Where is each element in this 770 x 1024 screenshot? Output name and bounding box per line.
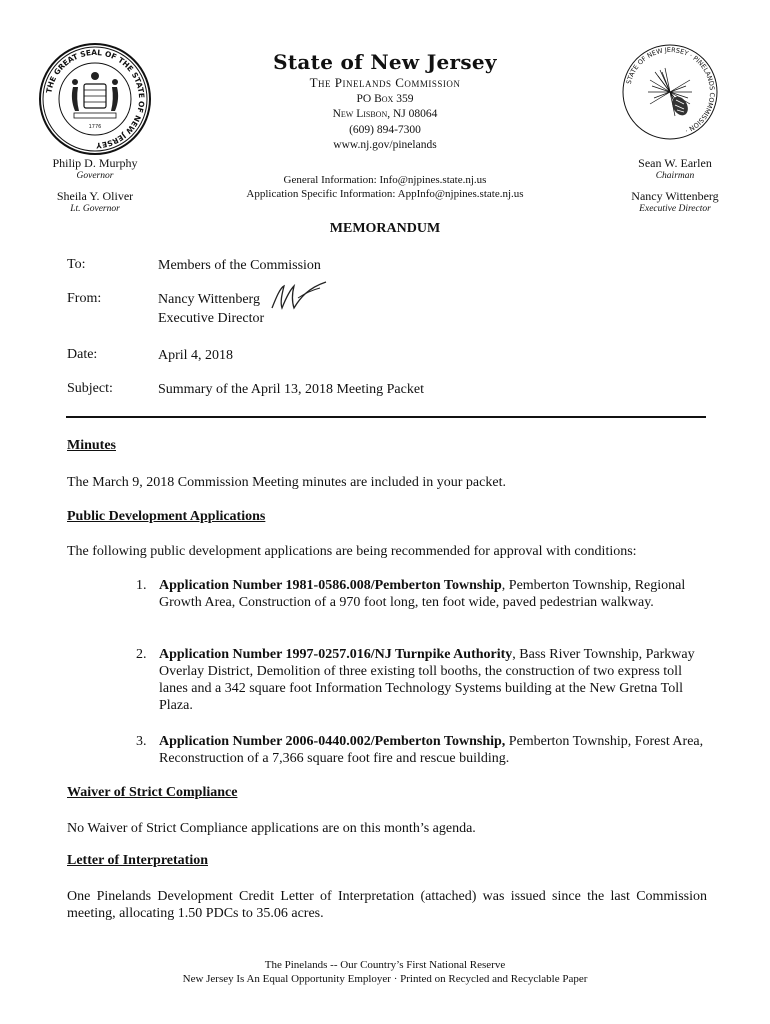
executive-director-block <box>610 190 740 216</box>
application-number: Application Number 2006-0440.002/Pemberton Township, <box>159 734 506 749</box>
lt-governor-name: Sheila Y. Oliver <box>56 189 134 203</box>
loi-heading: Letter of Interpretation <box>67 853 208 868</box>
application-info-email[interactable]: Application Specific Information: AppInfo@njpines.state.nj.us <box>246 188 524 200</box>
waiver-heading: Waiver of Strict Compliance <box>67 785 238 800</box>
svg-text:1776: 1776 <box>88 124 102 130</box>
general-info-email[interactable]: General Information: Info@njpines.state.nj.us <box>283 174 487 186</box>
lt-governor-title: Lt. Governor <box>70 204 120 214</box>
minutes-heading: Minutes <box>67 438 116 453</box>
signature-initials <box>268 280 332 316</box>
list-item-body <box>159 577 704 611</box>
from-title: Executive Director <box>158 311 265 326</box>
waiver-text: No Waiver of Strict Compliance applications are on this month’s agenda. <box>67 821 476 836</box>
list-item-number: 3. <box>136 734 147 749</box>
list-item-body <box>159 646 704 714</box>
from-label: From: <box>67 291 102 306</box>
chairman-title: Chairman <box>655 171 695 181</box>
to-value: Members of the Commission <box>158 258 321 273</box>
application-description: , Pemberton Township, Regional Growth Area, Construction of a 970 foot long, ten foot wide, paved pedestrian walkway. <box>159 578 686 610</box>
from-name: Nancy Wittenberg <box>158 292 260 307</box>
memo-title: MEMORANDUM <box>329 221 441 236</box>
governor-block <box>40 157 150 183</box>
public-dev-heading: Public Development Applications <box>67 509 266 524</box>
phone-number: (609) 894-7300 <box>349 124 421 136</box>
minutes-text: The March 9, 2018 Commission Meeting minutes are included in your packet. <box>67 475 506 490</box>
application-description: , Bass River Township, Parkway Overlay District, Demolition of three existing toll booths, the construction of two express toll lanes and a 342 square foot Information Technology Systems building at the New Gretna Toll Plaza. <box>159 647 695 713</box>
application-number: Application Number 1997-0257.016/NJ Turnpike Authority <box>159 647 513 662</box>
date-value: April 4, 2018 <box>158 348 234 363</box>
agency-name: The Pinelands Commission <box>309 75 461 90</box>
to-label: To: <box>67 257 86 272</box>
website-link[interactable]: www.nj.gov/pinelands <box>333 139 437 151</box>
city-address: New Lisbon, NJ 08064 <box>332 108 438 120</box>
date-label: Date: <box>67 347 98 362</box>
list-item-number: 1. <box>136 578 147 593</box>
subject-label: Subject: <box>67 381 113 396</box>
application-description: Pemberton Township, Forest Area, Reconstruction of a 7,366 square foot fire and rescue building. <box>159 734 704 766</box>
chairman-block <box>610 157 740 183</box>
loi-text: One Pinelands Development Credit Letter of Interpretation (attached) was issued since the last Commission meeting, allocating 1.50 PDCs to 35.06 acres. <box>67 889 707 921</box>
footer-employer-note: New Jersey Is An Equal Opportunity Employer · Printed on Recycled and Recyclable Paper <box>182 973 588 985</box>
list-item-body <box>159 733 704 767</box>
governor-title: Governor <box>76 171 114 181</box>
footer-motto: The Pinelands -- Our Country’s First National Reserve <box>264 959 506 971</box>
chairman-name: Sean W. Earlen <box>638 156 712 170</box>
executive-director-title: Executive Director <box>639 204 711 214</box>
svg-text:STATE OF NEW JERSEY · PINELAND: STATE OF NEW JERSEY · PINELANDS COMMISSION · <box>624 45 717 135</box>
executive-director-name: Nancy Wittenberg <box>631 189 719 203</box>
po-box: PO Box 359 <box>356 93 414 105</box>
list-item-number: 2. <box>136 647 147 662</box>
svg-text:THE GREAT SEAL OF THE STATE OF: THE GREAT SEAL OF THE STATE OF NEW JERSEY <box>44 47 147 151</box>
state-name-heading: State of New Jersey <box>273 50 497 74</box>
lt-governor-block <box>40 190 150 216</box>
public-dev-intro: The following public development applications are being recommended for approval with conditions: <box>67 544 637 559</box>
governor-name: Philip D. Murphy <box>52 156 138 170</box>
application-number: Application Number 1981-0586.008/Pemberton Township <box>159 578 502 593</box>
subject-value: Summary of the April 13, 2018 Meeting Packet <box>158 382 424 397</box>
divider-rule <box>66 416 706 418</box>
